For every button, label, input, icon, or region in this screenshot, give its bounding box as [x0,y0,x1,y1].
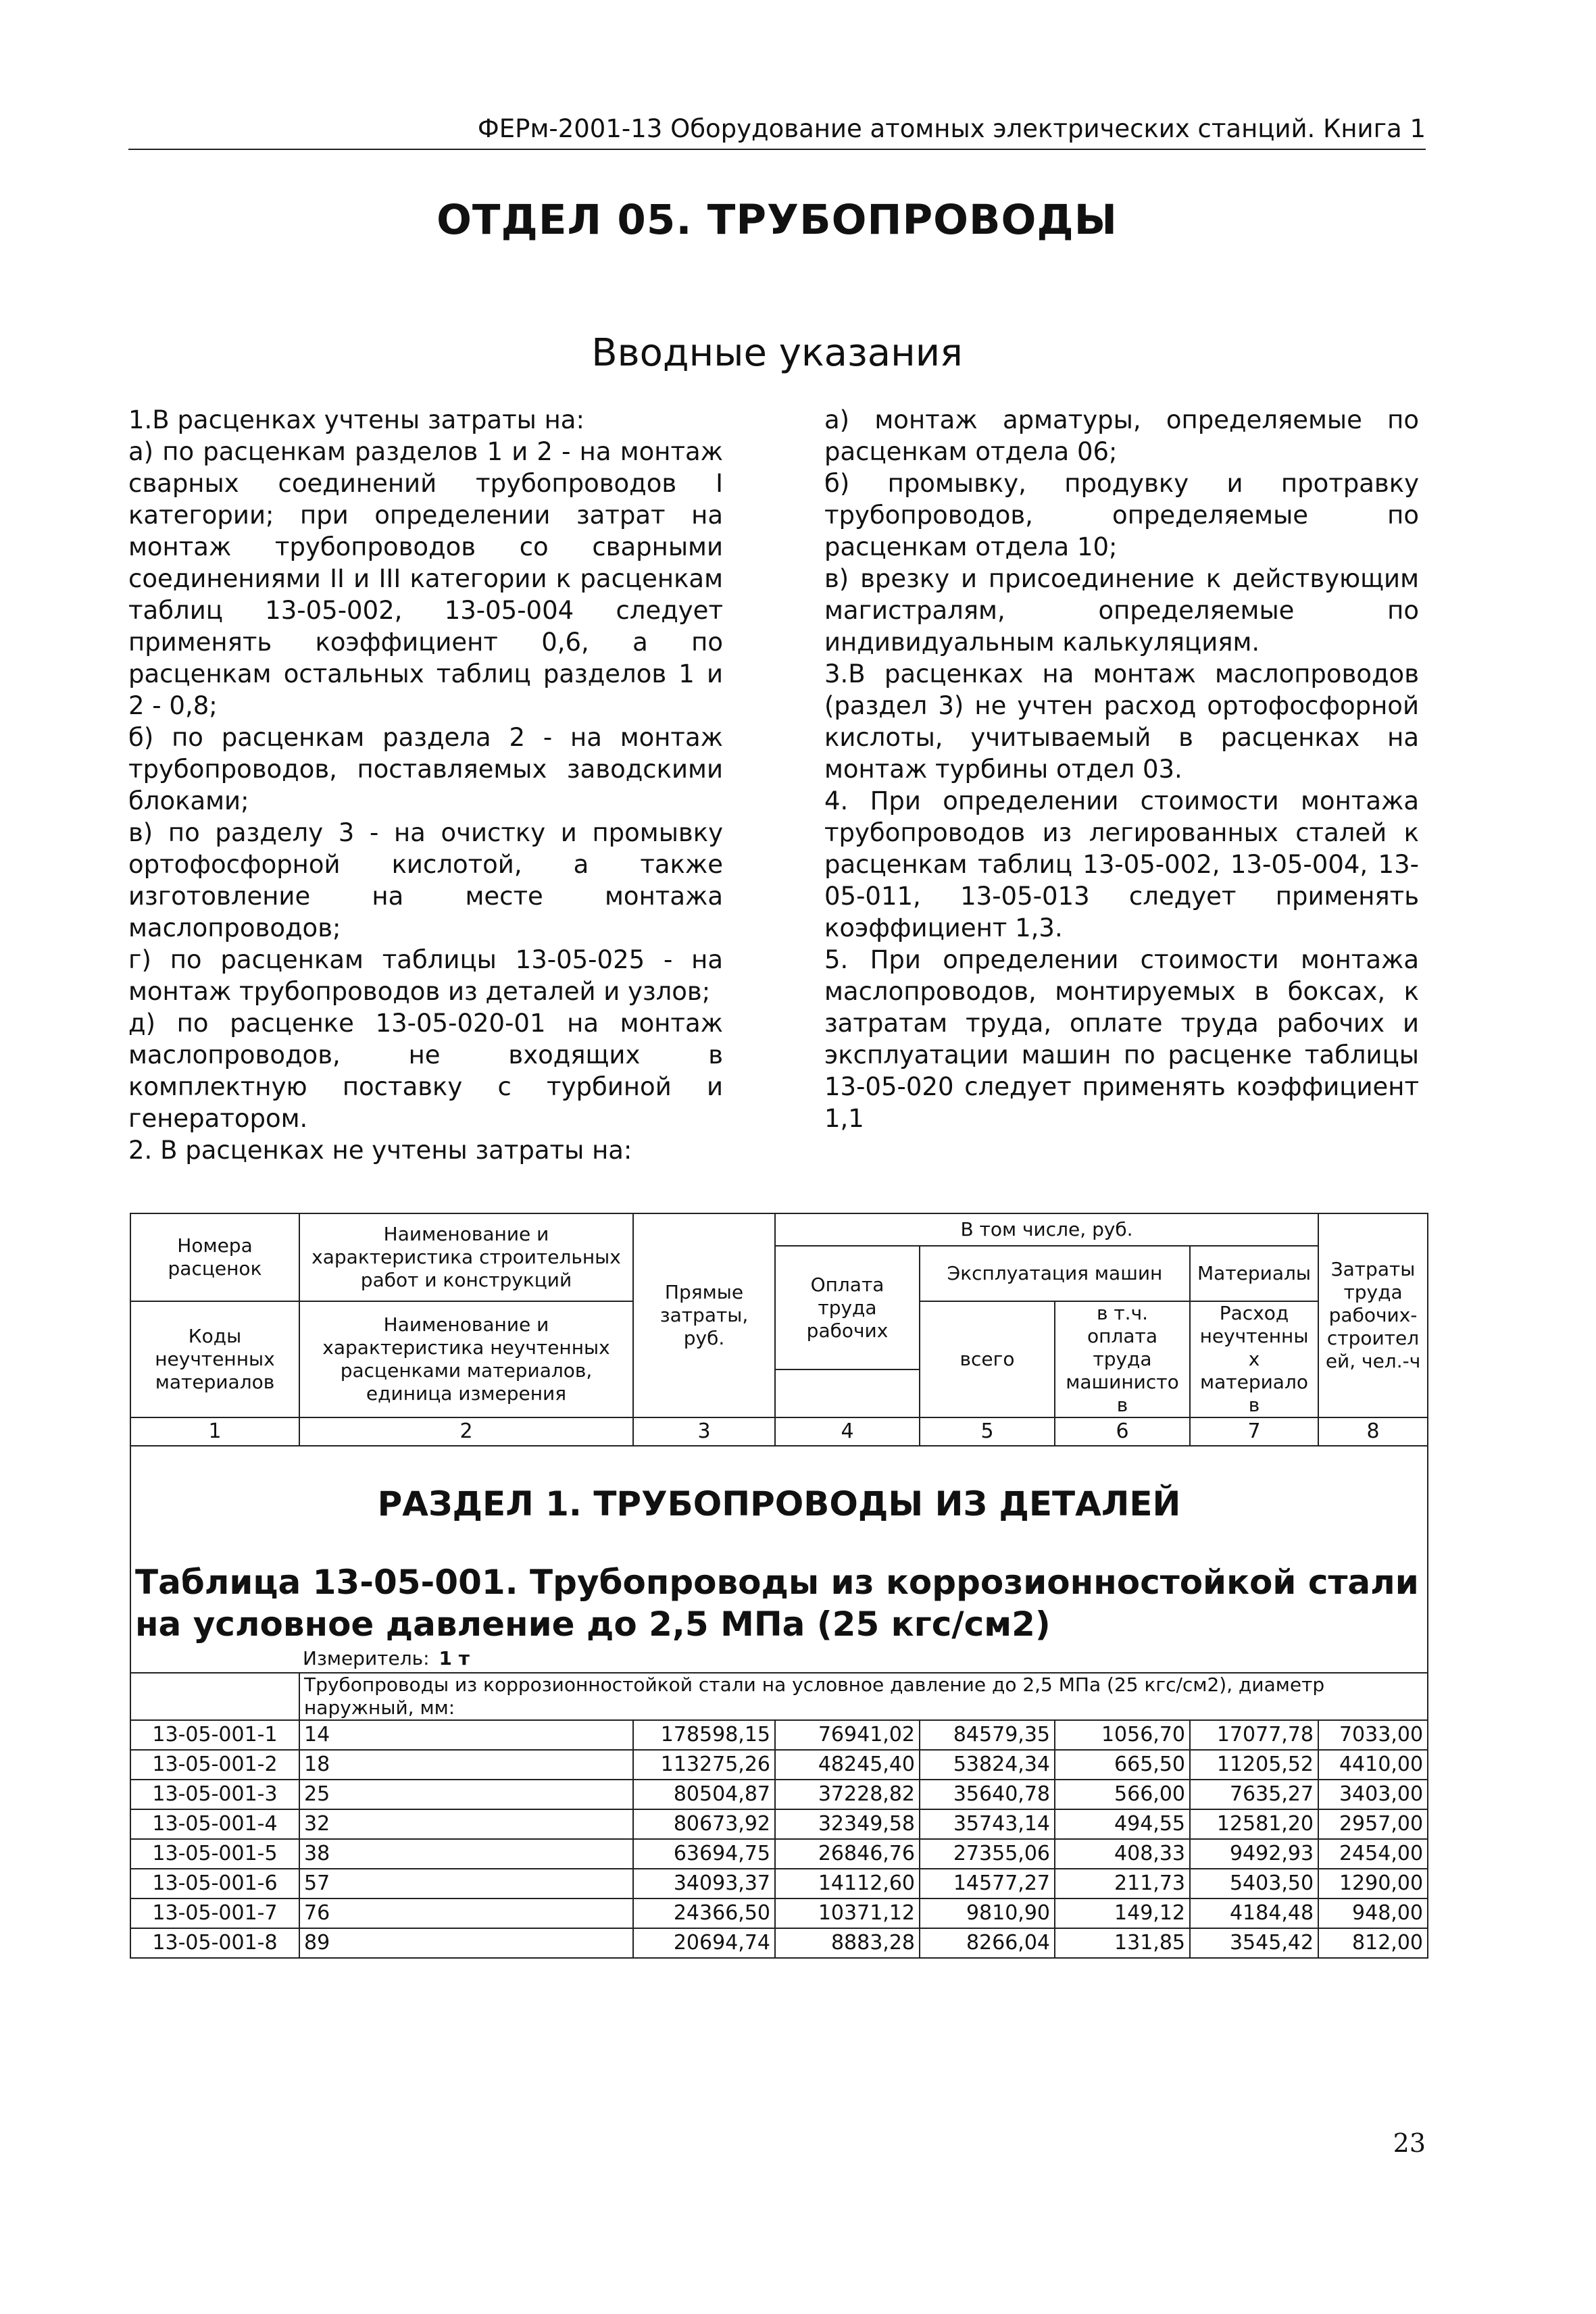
header-direct-costs: Прямые затраты, руб. [633,1213,775,1417]
labor-costs: 3403,00 [1318,1780,1428,1809]
direct-costs: 80504,87 [633,1780,775,1809]
materials: 4184,48 [1190,1898,1318,1928]
machines-total: 53824,34 [920,1750,1055,1780]
header-machine-operation: Эксплуатация машин [920,1246,1190,1301]
materials: 7635,27 [1190,1780,1318,1809]
intro-paragraph: в) врезку и присоединение к действующим магистралям, определяемые по индивидуальным калькуляциям. [824,564,1419,657]
table-row [130,1928,1428,1958]
labor-costs: 4410,00 [1318,1750,1428,1780]
header-including: В том числе, руб. [775,1213,1318,1246]
intro-paragraph: 4. При определении стоимости монтажа трубопроводов из легированных сталей к расценкам таблиц 13-05-002, 13-05-004, 13-05-011, 13-05-013 следует применять коэффициент 1,3. [824,786,1419,942]
intro-paragraph: б) по расценкам раздела 2 - на монтаж трубопроводов, поставляемых заводскими блоками; [128,723,723,815]
worker-pay: 10371,12 [775,1898,920,1928]
rate-code: 13-05-001-1 [130,1720,299,1750]
intro-paragraph: 3.В расценках на монтаж маслопроводов (раздел 3) не учтен расход ортофосфорной кислоты, учитываемый в расценках на монтаж турбины отдел 03. [824,659,1419,784]
rate-name: 76 [299,1898,633,1928]
unit-value: 1 т [439,1647,470,1669]
group-description: Трубопроводы из коррозионностойкой стали на условное давление до 2,5 МПа (25 кгс/см2), диаметр наружный, мм: [299,1673,1428,1720]
rate-code: 13-05-001-5 [130,1839,299,1869]
intro-paragraph: а) монтаж арматуры, определяемые по расценкам отдела 06; [824,405,1419,466]
worker-pay: 32349,58 [775,1809,920,1839]
rate-name: 32 [299,1809,633,1839]
labor-costs: 7033,00 [1318,1720,1428,1750]
header-materials: Материалы [1190,1246,1318,1301]
table-row [130,1869,1428,1898]
operator-pay: 665,50 [1055,1750,1190,1780]
worker-pay: 37228,82 [775,1780,920,1809]
intro-paragraph: а) по расценкам разделов 1 и 2 - на монтаж сварных соединений трубопроводов I категории; при определении затрат на монтаж трубопроводов со сварными соединениями II и III категории к расценкам таблиц 13-05-002, 13-05-004 следует применять коэффициент 0,6, а по расценкам остальных таблиц разделов 1 и 2 - 0,8; [128,437,723,720]
table-row [130,1898,1428,1928]
table-row [130,1839,1428,1869]
worker-pay: 26846,76 [775,1839,920,1869]
price-table [130,1213,1428,1959]
table-title: Таблица 13-05-001. Трубопроводы из коррозионностойкой стали на условное давление до 2,5 МПа (25 кгс/см2) [130,1561,1428,1645]
labor-costs: 1290,00 [1318,1869,1428,1898]
column-number: 7 [1190,1417,1318,1446]
group-code-blank [130,1673,299,1720]
header-labor-costs: Затраты труда рабочих-строител ей, чел.-ч [1318,1213,1428,1417]
rate-name: 38 [299,1839,633,1869]
header-machines-total: всего [920,1301,1055,1417]
column-number: 5 [920,1417,1055,1446]
intro-paragraph: б) промывку, продувку и протравку трубопроводов, определяемые по расценкам отдела 10; [824,469,1419,561]
intro-paragraph: 1.В расценках учтены затраты на: [128,405,584,434]
operator-pay: 566,00 [1055,1780,1190,1809]
operator-pay: 149,12 [1055,1898,1190,1928]
intro-left-column [128,404,723,1166]
rate-code: 13-05-001-4 [130,1809,299,1839]
column-number: 6 [1055,1417,1190,1446]
column-number: 3 [633,1417,775,1446]
page-number: 23 [1393,2128,1426,2158]
materials: 12581,20 [1190,1809,1318,1839]
header-worker-pay: Оплата труда рабочих [775,1246,920,1369]
direct-costs: 178598,15 [633,1720,775,1750]
table-row [130,1809,1428,1839]
machines-total: 35640,78 [920,1780,1055,1809]
header-material-name: Наименование и характеристика неучтенных расценками материалов, единица измерения [299,1301,633,1417]
column-number: 4 [775,1417,920,1446]
table-row [130,1780,1428,1809]
intro-heading: Вводные указания [591,331,963,375]
header-rate-numbers: Номера расценок [130,1213,299,1301]
labor-costs: 812,00 [1318,1928,1428,1958]
direct-costs: 63694,75 [633,1839,775,1869]
machines-total: 9810,90 [920,1898,1055,1928]
rate-code: 13-05-001-7 [130,1898,299,1928]
header-blank [775,1369,920,1417]
header-material-use: Расход неучтенны х материало в [1190,1301,1318,1417]
operator-pay: 131,85 [1055,1928,1190,1958]
materials: 9492,93 [1190,1839,1318,1869]
direct-costs: 113275,26 [633,1750,775,1780]
machines-total: 84579,35 [920,1720,1055,1750]
header-operator-pay: в т.ч. оплата труда машинисто в [1055,1301,1190,1417]
intro-paragraph: 5. При определении стоимости монтажа маслопроводов, монтируемых в боксах, к затратам труда, оплате труда рабочих и эксплуатации машин по расценке таблицы 13-05-020 следует применять коэффициент 1,1 [824,945,1419,1133]
rate-code: 13-05-001-8 [130,1928,299,1958]
header-material-codes: Коды неучтенных материалов [130,1301,299,1417]
direct-costs: 80673,92 [633,1809,775,1839]
machines-total: 14577,27 [920,1869,1055,1898]
materials: 5403,50 [1190,1869,1318,1898]
intro-right-column [824,404,1419,1134]
table-row [130,1720,1428,1750]
header-work-name: Наименование и характеристика строительных работ и конструкций [299,1213,633,1301]
direct-costs: 24366,50 [633,1898,775,1928]
column-number: 8 [1318,1417,1428,1446]
operator-pay: 1056,70 [1055,1720,1190,1750]
intro-paragraph: 2. В расценках не учтены затраты на: [128,1136,632,1165]
column-number-row [130,1417,1428,1446]
materials: 17077,78 [1190,1720,1318,1750]
worker-pay: 48245,40 [775,1750,920,1780]
machines-total: 8266,04 [920,1928,1055,1958]
worker-pay: 14112,60 [775,1869,920,1898]
worker-pay: 76941,02 [775,1720,920,1750]
machines-total: 27355,06 [920,1839,1055,1869]
operator-pay: 408,33 [1055,1839,1190,1869]
rate-name: 14 [299,1720,633,1750]
unit-label: Измеритель: [303,1647,430,1669]
unit-measure [130,1645,1428,1673]
rate-name: 25 [299,1780,633,1809]
materials: 3545,42 [1190,1928,1318,1958]
operator-pay: 211,73 [1055,1869,1190,1898]
department-title: ОТДЕЛ 05. ТРУБОПРОВОДЫ [437,196,1118,244]
labor-costs: 948,00 [1318,1898,1428,1928]
intro-paragraph: в) по разделу 3 - на очистку и промывку ортофосфорной кислотой, а также изготовление на месте монтажа маслопроводов; [128,818,723,942]
rate-code: 13-05-001-6 [130,1869,299,1898]
intro-paragraph: г) по расценкам таблицы 13-05-025 - на монтаж трубопроводов из деталей и узлов; [128,945,723,1006]
rate-name: 57 [299,1869,633,1898]
direct-costs: 34093,37 [633,1869,775,1898]
rate-code: 13-05-001-3 [130,1780,299,1809]
intro-paragraph: д) по расценке 13-05-020-01 на монтаж маслопроводов, не входящих в комплектную поставку с турбиной и генератором. [128,1009,723,1133]
column-number: 2 [299,1417,633,1446]
operator-pay: 494,55 [1055,1809,1190,1839]
labor-costs: 2454,00 [1318,1839,1428,1869]
section-title: РАЗДЕЛ 1. ТРУБОПРОВОДЫ ИЗ ДЕТАЛЕЙ [130,1446,1428,1561]
rate-code: 13-05-001-2 [130,1750,299,1780]
running-header: ФЕРм-2001-13 Оборудование атомных электрических станций. Книга 1 [128,114,1426,150]
rate-name: 89 [299,1928,633,1958]
materials: 11205,52 [1190,1750,1318,1780]
labor-costs: 2957,00 [1318,1809,1428,1839]
worker-pay: 8883,28 [775,1928,920,1958]
column-number: 1 [130,1417,299,1446]
table-row [130,1750,1428,1780]
direct-costs: 20694,74 [633,1928,775,1958]
machines-total: 35743,14 [920,1809,1055,1839]
rate-name: 18 [299,1750,633,1780]
